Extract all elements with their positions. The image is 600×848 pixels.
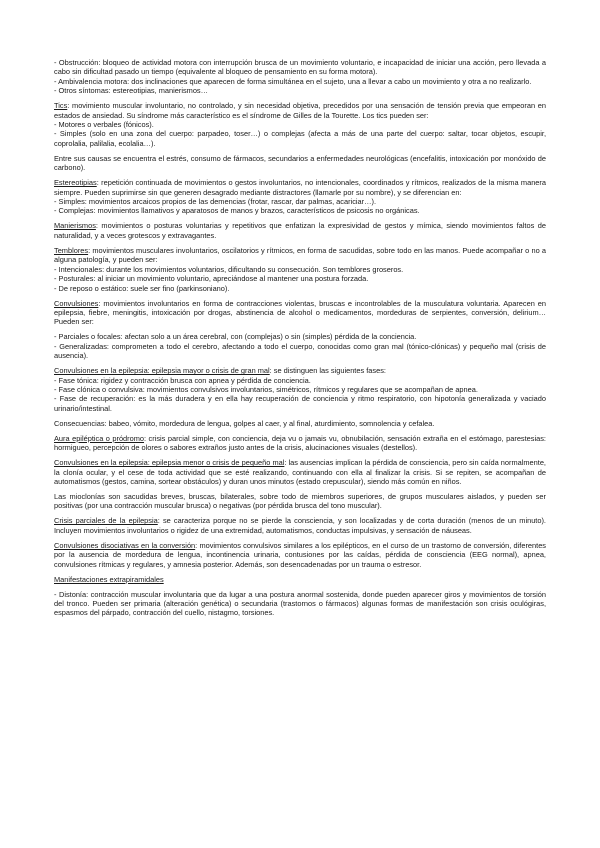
- tics-motores-item: - Motores o verbales (fónicos).: [54, 120, 154, 130]
- convulsiones-text: : movimientos involuntarios en forma de contracciones violentas, bruscas e incontrolables de la musculatura voluntaria. Aparecen en epilepsia, fiebre, meningitis, intoxicación por drogas, abstinencia de alcohol o medicamentos, mordeduras de serpientes, conversión, delirium… Pueden ser:: [54, 298, 546, 327]
- section-convulsiones: [54, 299, 546, 327]
- estereotipias-definition: [54, 178, 546, 197]
- manierismos-definition: [54, 221, 546, 240]
- tics-heading: Tics: [54, 101, 68, 111]
- temblores-reposo-item: - De reposo o estático: suele ser fino (parkinsoniano).: [54, 283, 230, 293]
- fase-recuperacion-item: - Fase de recuperación: es la más duradera y en ella hay recuperación de conciencia y ritmo respiratorio, con hipotonía generalizada y vaciado urinario/intestinal.: [54, 394, 546, 413]
- disociativas-definition: [54, 541, 546, 569]
- aura-text: : crisis parcial simple, con conciencia, deja vu o jamais vu, obnubilación, sensación extraña en el estómago, parestesias: hormigueo, percepción de olores o sabores extraños justo antes de la crisis, alucinaciones visuales (destellos).: [54, 433, 546, 453]
- tics-definition: [54, 101, 546, 120]
- section-manierismos: [54, 221, 546, 240]
- pequeno-mal-definition: [54, 458, 546, 486]
- aura-definition: [54, 434, 546, 453]
- estereotipias-heading: Estereotipias: [54, 178, 97, 188]
- tics-text: : movimiento muscular involuntario, no controlado, y sin necesidad objetiva, precedidos por una sensación de tensión previa que empeoran en estados de ansiedad. Su síndrome más característico es el síndrome de Gilles de la Tourette. Los tics pueden ser:: [54, 101, 546, 120]
- obstruccion-item: - Obstrucción: bloqueo de actividad motora con interrupción brusca de un movimiento voluntario, e incapacidad de iniciar una acción, pero llevada a cabo sin dificultad pasado un tiempo (equivalente al bloqueo de pensamiento en su forma motora).: [54, 58, 546, 77]
- temblores-intencionales-item: - Intencionales: durante los movimientos voluntarios, dificultando su consecución. Son temblores groseros.: [54, 264, 404, 274]
- temblores-posturales-item: - Posturales: al iniciar un movimiento voluntario, apreciándose al mantener una postura forzada.: [54, 274, 369, 284]
- gran-mal-text: : se distinguen las siguientes fases:: [269, 366, 386, 376]
- section-extrapiramidales: [54, 575, 546, 584]
- consecuencias-text: Consecuencias: babeo, vómito, mordedura de lengua, golpes al caer, y al final, aturdimiento, somnolencia y cefalea.: [54, 418, 435, 428]
- temblores-heading: Temblores: [54, 245, 89, 255]
- temblores-text: : movimientos musculares involuntarios, oscilatorios y rítmicos, en forma de sacudidas, sobre todo en las manos. Puede acompañar o no a alguna patología, y pueden ser:: [54, 245, 546, 265]
- causas-text: Entre sus causas se encuentra el estrés, consumo de fármacos, secundarios a enfermedades neurológicas (encefalitis, intoxicación por monóxido de carbono).: [54, 153, 546, 173]
- aura-heading: Aura epiléptica o pródromo: [54, 433, 145, 443]
- crisis-parciales-definition: [54, 516, 546, 535]
- tics-simples-item: - Simples (solo en una zona del cuerpo: parpadeo, toser…) o complejas (afecta a más de una parte del cuerpo: saltar, tocar objetos, escupir, coprolalia, palilalia, ecolalia…).: [54, 129, 546, 148]
- disociativas-text: : movimientos convulsivos similares a los epilépticos, en el curso de un trastorno de conversión, diferentes por la ausencia de mordedura de lengua, incontinencia urinaria, contusiones por las caídas, pérdida de consciencia (EEG normal), apnea, convulsiones rítmicas y regulares, y amnesia posterior. Además, son desencadenadas por un trauma o estresor.: [54, 540, 547, 569]
- otros-sintomas-item: - Otros síntomas: estereotipias, manierismos…: [54, 86, 209, 96]
- section-distonia: [54, 590, 546, 618]
- convulsiones-generalizadas-item: - Generalizadas: comprometen a todo el cerebro, afectando a todo el cuerpo, conocidas como gran mal (tónico-clónicas) y pequeño mal (crisis de ausencia).: [54, 341, 546, 361]
- convulsiones-parciales-item: - Parciales o focales: afectan solo a un área cerebral, con (complejas) o sin (simples) pérdida de la conciencia.: [54, 332, 417, 342]
- section-tics: [54, 101, 546, 148]
- section-temblores: [54, 246, 546, 293]
- convulsiones-definition: [54, 299, 546, 327]
- section-disociativas: [54, 541, 546, 569]
- crisis-parciales-text: : se caracteriza porque no se pierde la consciencia, y son localizadas y de corta duración (menos de un minuto). Incluyen movimientos involuntarios o rigidez de una extremidad, automatismos, conductas impulsivas, y sensación de náuseas.: [54, 516, 546, 535]
- fase-tonica-item: - Fase tónica: rigidez y contracción brusca con apnea y pérdida de conciencia.: [54, 375, 311, 385]
- gran-mal-definition: [54, 366, 546, 375]
- section-motor-symptoms: [54, 58, 546, 96]
- section-crisis-parciales: [54, 516, 546, 535]
- estereotipias-complejas-item: - Complejas: movimientos llamativos y aparatosos de manos y brazos, característicos de psicosis no orgánicas.: [54, 206, 420, 216]
- extrapiramidales-heading: Manifestaciones extrapiramidales: [54, 574, 164, 584]
- mioclonias-text: Las mioclonías son sacudidas breves, bruscas, bilaterales, sobre todo de miembros superiores, de grupos musculares aislados, y pueden ser positivas (por una contracción muscular brusca) o negativas (por pérdida brusca del tono muscular).: [54, 491, 546, 511]
- manierismos-heading: Manierismos: [54, 221, 96, 231]
- section-pequeno-mal: [54, 458, 546, 486]
- section-gran-mal: [54, 366, 546, 413]
- convulsiones-heading: Convulsiones: [54, 298, 99, 308]
- disociativas-heading: Convulsiones disociativas en la conversión: [54, 540, 196, 550]
- estereotipias-text: : repetición continuada de movimientos o gestos involuntarios, no intencionales, coordinados y rítmicos, realizados de la misma manera siempre. Pueden suprimirse sin que generen desagrado mediante distractores (llamarle por su nombre), y se diferencian en:: [54, 178, 546, 197]
- section-mioclonias: [54, 492, 546, 511]
- gran-mal-heading: Convulsiones en la epilepsia: epilepsia mayor o crisis de gran mal: [54, 366, 270, 376]
- pequeno-mal-text: : las ausencias implican la pérdida de consciencia, pero sin caída normalmente, la clonía ocular, y el cese de toda actividad que se esté realizando, continuando con ella al finalizar la crisis. Si se repiten, se acompañan de automatismos (gestos, camina, sortear obstáculos) y duran unos minutos (estado crepuscular), siendo más común en niños.: [54, 458, 546, 486]
- section-causas: [54, 154, 546, 173]
- manierismos-text: : movimientos o posturas voluntarias y repetitivos que enfatizan la expresividad de gestos y mímica, siendo movimientos faltos de naturalidad, y a veces grotescos y extravagantes.: [54, 221, 546, 240]
- section-aura: [54, 434, 546, 453]
- section-consecuencias: [54, 419, 546, 428]
- pequeno-mal-heading: Convulsiones en la epilepsia: epilepsia menor o crisis de pequeño mal: [54, 458, 285, 468]
- section-convulsiones-tipos: [54, 332, 546, 360]
- ambivalencia-item: - Ambivalencia motora: dos inclinaciones que aparecen de forma simultánea en el sujeto, una a llevar a cabo un movimiento y otra a no realizarlo.: [54, 76, 532, 86]
- fase-clonica-item: - Fase clónica o convulsiva: movimientos convulsivos involuntarios, simétricos, rítmicos y regulares que se acompañan de apnea.: [54, 384, 478, 394]
- section-estereotipias: [54, 178, 546, 216]
- distonia-item: - Distonía: contracción muscular involuntaria que da lugar a una postura anormal sostenida, donde pueden aparecer giros y movimientos de torsión del tronco. Pueden ser primaria (alteración genética) o secundaria (trastornos o fármacos) algunas formas de manifestación son crisis oculógiras, espasmos del párpado, contracción del cuello, nistagmo, torsiones.: [54, 589, 546, 618]
- crisis-parciales-heading: Crisis parciales de la epilepsia: [54, 516, 158, 526]
- temblores-definition: [54, 246, 546, 265]
- estereotipias-simples-item: - Simples: movimientos arcaicos propios de las demencias (frotar, rascar, dar palmas, acariciar…).: [54, 197, 377, 207]
